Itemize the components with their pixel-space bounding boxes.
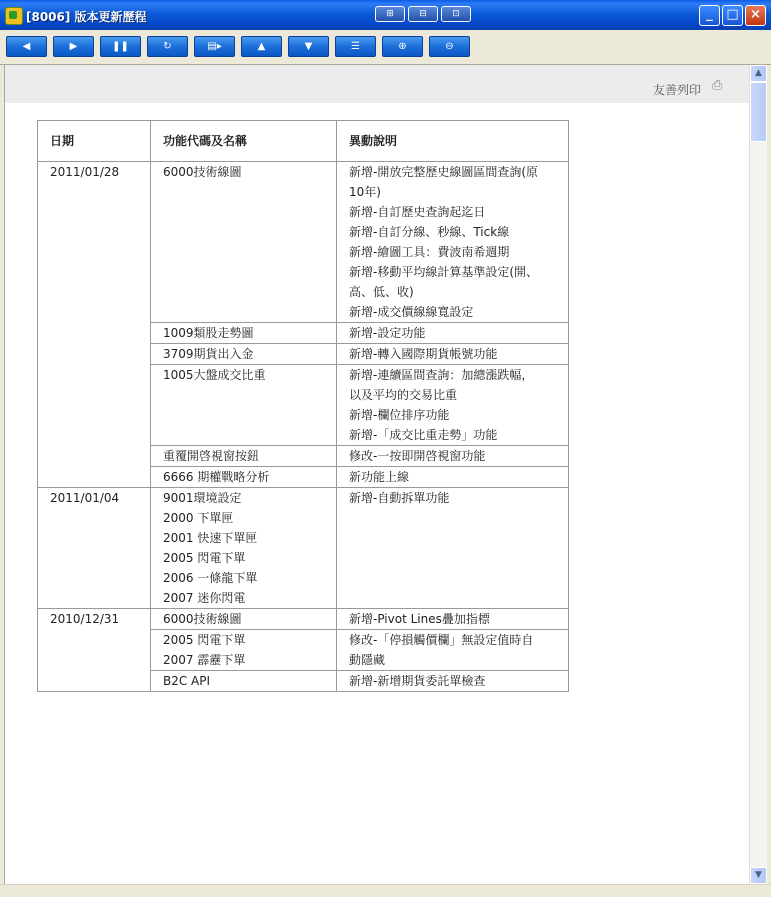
content-pane xyxy=(4,65,750,884)
up-icon: ▲ xyxy=(257,41,266,52)
layout-tile-button[interactable]: ⊞ xyxy=(375,6,405,22)
title-bar[interactable] xyxy=(0,0,771,30)
description-line: 新增-自動拆單功能 xyxy=(349,491,450,505)
function-cell xyxy=(151,609,337,630)
function-cell xyxy=(151,365,337,446)
description-line: 新功能上線 xyxy=(349,470,410,484)
description-cell xyxy=(337,344,569,365)
close-button[interactable]: × xyxy=(745,5,766,26)
description-line: 新增-開放完整歷史線圖區間查詢(原 xyxy=(349,165,539,179)
function-name: 9001環境設定 xyxy=(163,491,242,505)
next-button[interactable] xyxy=(53,36,94,57)
description-line: 新增-成交價線線寬設定 xyxy=(349,305,474,319)
down-icon: ▼ xyxy=(304,41,313,52)
move-up-button[interactable] xyxy=(241,36,282,57)
table-row xyxy=(38,609,569,630)
function-name: 2006 一條龍下單 xyxy=(163,571,258,585)
description-line: 修改-「停損觸價欄」無設定值時自 xyxy=(349,633,534,647)
layout-single-button[interactable]: ⊡ xyxy=(441,6,471,22)
function-name: 2000 下單匣 xyxy=(163,511,234,525)
table-row xyxy=(38,162,569,323)
refresh-icon: ↻ xyxy=(163,41,172,52)
description-line: 新增-轉入國際期貨帳號功能 xyxy=(349,347,498,361)
function-name: 6000技術線圖 xyxy=(163,165,242,179)
function-cell xyxy=(151,671,337,692)
function-cell xyxy=(151,467,337,488)
description-cell xyxy=(337,467,569,488)
window-title: [8006] 版本更新歷程 xyxy=(26,10,147,24)
function-cell xyxy=(151,344,337,365)
function-name: 2007 迷你閃電 xyxy=(163,591,246,605)
description-line: 新增-設定功能 xyxy=(349,326,426,340)
description-line: 新增-繪圖工具：費波南希週期 xyxy=(349,245,510,259)
description-cell xyxy=(337,162,569,323)
friendly-print-link[interactable]: 友善列印 xyxy=(653,83,702,97)
date-cell: 2011/01/28 xyxy=(38,162,151,488)
version-history-table xyxy=(37,120,569,692)
description-cell xyxy=(337,630,569,671)
description-line: 新增-Pivot Lines疊加指標 xyxy=(349,612,490,626)
status-bar xyxy=(0,884,771,897)
list-button[interactable] xyxy=(335,36,376,57)
printer-icon[interactable]: ⎙ xyxy=(712,78,723,93)
description-cell xyxy=(337,609,569,630)
list-icon: ☰ xyxy=(351,41,360,52)
next-icon: ▶ xyxy=(69,41,78,52)
description-line: 高、低、收) xyxy=(349,285,414,299)
function-name: 1005大盤成交比重 xyxy=(163,368,266,382)
function-cell xyxy=(151,488,337,609)
refresh-button[interactable] xyxy=(147,36,188,57)
table-header-row xyxy=(38,121,569,162)
function-name: 2005 閃電下單 xyxy=(163,633,246,647)
zoom-out-button[interactable] xyxy=(429,36,470,57)
pause-button[interactable] xyxy=(100,36,141,57)
column-header-function: 功能代碼及名稱 xyxy=(151,121,337,162)
export-icon: ▤▸ xyxy=(207,41,222,52)
prev-button[interactable] xyxy=(6,36,47,57)
function-cell xyxy=(151,323,337,344)
function-name: 6666 期權戰略分析 xyxy=(163,470,270,484)
function-name: 2001 快速下單匣 xyxy=(163,531,258,545)
scroll-thumb[interactable] xyxy=(750,82,767,142)
vertical-scrollbar[interactable] xyxy=(749,65,767,884)
description-line: 動隱藏 xyxy=(349,653,386,667)
column-header-description: 異動說明 xyxy=(337,121,569,162)
description-cell xyxy=(337,446,569,467)
description-line: 10年) xyxy=(349,185,381,199)
minimize-button[interactable]: _ xyxy=(699,5,720,26)
function-name: 2007 霹靂下單 xyxy=(163,653,246,667)
description-line: 以及平均的交易比重 xyxy=(349,388,458,402)
function-name: 重覆開啓視窗按鈕 xyxy=(163,449,260,463)
function-cell xyxy=(151,162,337,323)
description-line: 新增-連續區間查詢：加總漲跌幅， xyxy=(349,368,534,382)
description-cell xyxy=(337,365,569,446)
prev-icon: ◀ xyxy=(22,41,31,52)
function-name: 3709期貨出入金 xyxy=(163,347,254,361)
description-line: 新增-移動平均線計算基準設定(開、 xyxy=(349,265,539,279)
description-line: 新增-自訂歷史查詢起迄日 xyxy=(349,205,486,219)
move-down-button[interactable] xyxy=(288,36,329,57)
zoom-out-icon: ⊖ xyxy=(445,41,454,52)
pause-icon: ❚❚ xyxy=(112,41,129,52)
layout-split-button[interactable]: ⊟ xyxy=(408,6,438,22)
app-icon[interactable] xyxy=(5,7,23,25)
column-header-date: 日期 xyxy=(38,121,151,162)
description-cell xyxy=(337,323,569,344)
table-row xyxy=(38,488,569,609)
description-cell xyxy=(337,671,569,692)
zoom-in-icon: ⊕ xyxy=(398,41,407,52)
function-name: B2C API xyxy=(163,674,211,688)
function-name: 2005 閃電下單 xyxy=(163,551,246,565)
scroll-down-arrow[interactable]: ▼ xyxy=(750,867,767,884)
function-cell xyxy=(151,446,337,467)
maximize-button[interactable]: □ xyxy=(722,5,743,26)
description-cell xyxy=(337,488,569,609)
print-bar xyxy=(5,65,750,103)
description-line: 修改-一按即開啓視窗功能 xyxy=(349,449,486,463)
function-name: 6000技術線圖 xyxy=(163,612,242,626)
function-cell xyxy=(151,630,337,671)
description-line: 新增-「成交比重走勢」功能 xyxy=(349,428,498,442)
table-body xyxy=(38,162,569,692)
toolbar xyxy=(0,30,771,65)
zoom-in-button[interactable] xyxy=(382,36,423,57)
export-button[interactable] xyxy=(194,36,235,57)
description-line: 新增-新增期貨委託單檢查 xyxy=(349,674,486,688)
description-line: 新增-欄位排序功能 xyxy=(349,408,450,422)
description-line: 新增-自訂分線、秒線、Tick線 xyxy=(349,225,510,239)
date-cell: 2011/01/04 xyxy=(38,488,151,609)
date-cell: 2010/12/31 xyxy=(38,609,151,692)
function-name: 1009類股走勢圖 xyxy=(163,326,254,340)
scroll-up-arrow[interactable]: ▲ xyxy=(750,65,767,82)
